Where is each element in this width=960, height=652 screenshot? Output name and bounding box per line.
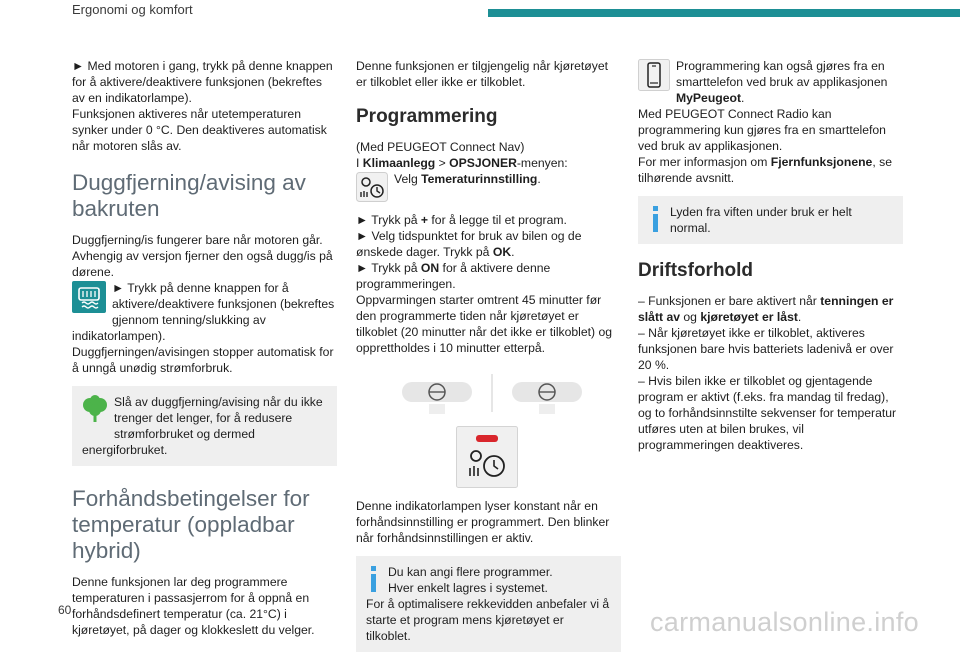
paragraph xyxy=(356,171,621,187)
select-temperature-row xyxy=(356,171,621,208)
note-text: Slå av duggfjerning/avising når du ikke trenger det lenger, for å redusere strømforbruket og dermed energiforbruket. xyxy=(82,395,323,457)
text: ► Velg tidspunktet for bruk av bilen og de ønskede dager. Trykk på xyxy=(356,229,582,259)
text: Velg xyxy=(394,172,422,186)
smartphone-icon xyxy=(638,59,670,95)
defrost-instruction xyxy=(72,280,337,344)
page-number: 60 xyxy=(58,603,72,617)
paragraph xyxy=(638,154,903,186)
emphasis: tenningen er slått av xyxy=(638,294,894,324)
info-icon xyxy=(648,206,662,232)
paragraph: Duggfjerningen/avisingen stopper automatisk for å unngå unødig strømforbruk. xyxy=(72,345,334,375)
text: – Funksjonen er bare aktivert når xyxy=(638,294,821,308)
condition: – Når kjøretøyet ikke er tilkoblet, aktiveres funksjonen bare hvis batteriets ladenivå er over 20 %. xyxy=(638,326,894,372)
heading-programming: Programmering xyxy=(356,106,498,127)
paragraph: Duggfjerning/is fungerer bare når motoren går. Avhengig av versjon fjerner den også dugg/is på dørene. xyxy=(72,233,333,279)
step xyxy=(356,212,621,228)
paragraph: Denne indikatorlampen lyser konstant når en forhåndsinnstilling er programmert. Den blinker når forhåndsinnstillingen er aktiv. xyxy=(356,499,610,545)
text: . xyxy=(511,245,515,259)
watermark: carmanualsonline.info xyxy=(650,607,919,637)
heading-preconditioning: Forhåndsbetingelser for temperatur (oppladbar hybrid) xyxy=(72,486,310,563)
heading-operating-conditions: Driftsforhold xyxy=(638,260,754,281)
menu-item: Temeraturinnstilling xyxy=(421,172,538,186)
preconditioning-menu-icon xyxy=(356,172,388,206)
paragraph: Funksjonen aktiveres når utetemperaturen synker under 0 °C. Den deaktiveres automatisk når motoren slås av. xyxy=(72,107,327,153)
eco-note xyxy=(72,386,337,466)
preconditioning-indicator-icon xyxy=(456,426,518,488)
header-accent-bar xyxy=(488,9,960,17)
column-middle xyxy=(356,58,621,652)
text: ► Trykk på xyxy=(356,213,421,227)
paragraph: Denne funksjonen er tilgjengelig når kjøretøyet er tilkoblet eller ikke er tilkoblet. xyxy=(356,59,609,89)
note-text: For å optimalisere rekkevidden anbefaler vi å starte et program mens kjøretøyet er tilkoblet. xyxy=(366,597,610,643)
key-label: ON xyxy=(420,261,440,275)
menu-name: OPSJONER xyxy=(449,156,517,170)
step xyxy=(356,260,621,292)
text: for å legge til et program. xyxy=(428,213,567,227)
note-text: Lyden fra viften under bruk er helt normal. xyxy=(670,205,852,235)
note-text: Hver enkelt lagres i systemet. xyxy=(388,581,548,595)
page-header xyxy=(0,0,960,40)
app-name: MyPeugeot xyxy=(676,91,742,105)
eco-leaf-icon xyxy=(82,395,108,427)
paragraph: Denne funksjonen lar deg programmere temperaturen i passasjerrom for å oppnå en forhåndsdefinert temperatur (ca. 21°C) i kjøretøyet, på dager og klokkeslett du velger. xyxy=(72,575,315,637)
condition: – Hvis bilen ikke er tilkoblet og gjentagende program er aktivt (f.eks. fra mandag til fredag), og to forhåndsinnstilte sekvenser for temperatur utføres uten at bilen brukes, vil programmeringen deaktiveres. xyxy=(638,374,897,452)
paragraph: ► Med motoren i gang, trykk på denne knappen for å aktivere/deaktivere funksjonen (bekreftes av en indikatorlampe). xyxy=(72,59,333,105)
info-note xyxy=(356,556,621,652)
text: . xyxy=(741,91,745,105)
text: , se tilhørende avsnitt. xyxy=(638,155,892,185)
paragraph xyxy=(356,155,621,171)
emphasis: kjøretøyet er låst xyxy=(700,310,798,324)
rear-defrost-button-icon xyxy=(72,281,106,317)
menu-name: Klimaanlegg xyxy=(362,156,436,170)
info-icon xyxy=(366,566,380,592)
key-label: + xyxy=(420,213,429,227)
column-right xyxy=(638,58,903,453)
text: -menyen: xyxy=(516,156,568,170)
key-label: OK xyxy=(492,245,512,259)
text: . xyxy=(537,172,541,186)
text: I xyxy=(356,156,363,170)
step xyxy=(356,228,621,260)
note-text: Du kan angi flere programmer. xyxy=(388,565,553,579)
paragraph: Oppvarmingen starter omtrent 45 minutter før den programmerte tiden når kjøretøyet er tilkoblet (20 minutter når det ikke er tilkoblet) og opprettholdes i 10 minutter etterpå. xyxy=(356,293,613,355)
text: . xyxy=(797,310,802,324)
illustrations xyxy=(356,370,621,490)
text: for å aktivere denne programmeringen. xyxy=(356,261,551,291)
info-note xyxy=(638,196,903,244)
steering-wheel-illustration xyxy=(402,374,582,414)
section-title: Ergonomi og komfort xyxy=(72,2,193,17)
text: Programmering kan også gjøres fra en smarttelefon ved bruk av applikasjonen xyxy=(676,59,888,89)
text: > xyxy=(435,156,450,170)
text: For mer informasjon om xyxy=(638,155,771,169)
heading-rear-defrost: Duggfjerning/avising av bakruten xyxy=(72,170,306,221)
paragraph: Med PEUGEOT Connect Radio kan programmering kun gjøres fra en smarttelefon ved bruk av applikasjonen. xyxy=(638,107,886,153)
smartphone-row xyxy=(638,58,903,106)
paragraph: (Med PEUGEOT Connect Nav) xyxy=(356,140,525,154)
text: og xyxy=(680,310,701,324)
column-left xyxy=(72,58,337,638)
condition xyxy=(638,293,903,325)
text: ► Trykk på xyxy=(356,261,421,275)
reference: Fjernfunksjonene xyxy=(770,155,873,169)
paragraph: ► Trykk på denne knappen for å aktivere/deaktivere funksjonen (bekreftes gjennom tenning/slukking av indikatorlampen). xyxy=(72,281,335,343)
